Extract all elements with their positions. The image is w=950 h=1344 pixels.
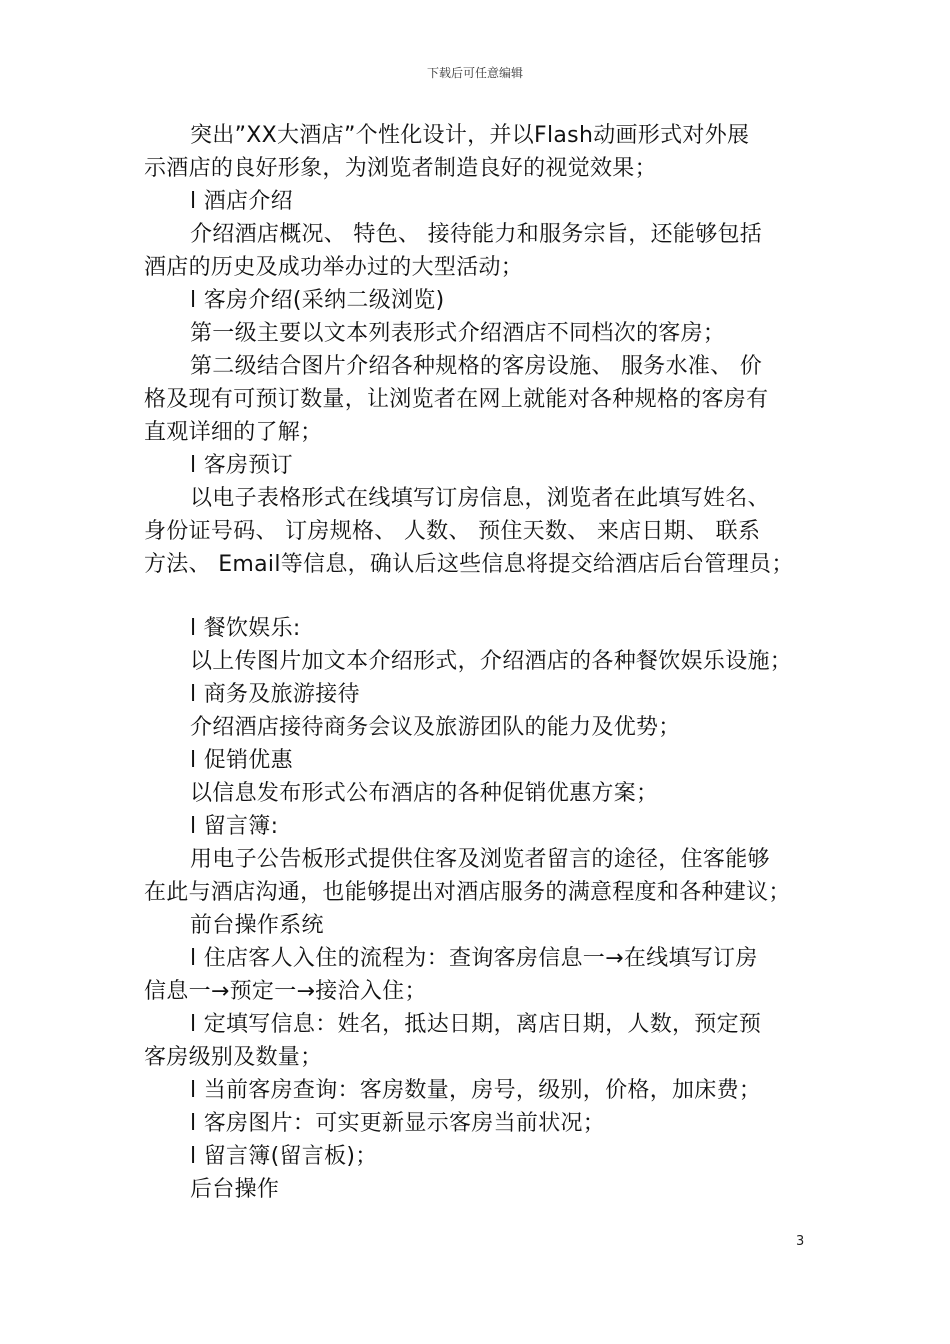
list-item: l 餐饮娱乐: (190, 616, 301, 641)
paragraph-line: 第一级主要以文本列表形式介绍酒店不同档次的客房； (190, 321, 726, 346)
paragraph-line: 身份证号码、 订房规格、 人数、 预住天数、 来店日期、 联系 (144, 519, 761, 544)
list-item: l 客房介绍(采纳二级浏览) (190, 288, 445, 313)
blank-line (144, 581, 806, 612)
section-heading: 前台操作系统 (190, 913, 324, 938)
paragraph-line: 用电子公告板形式提供住客及浏览者留言的途径，住客能够 (190, 847, 770, 872)
paragraph-line: 以上传图片加文本介绍形式，介绍酒店的各种餐饮娱乐设施； (190, 649, 793, 674)
paragraph-line: 第二级结合图片介绍各种规格的客房设施、 服务水准、 价 (190, 354, 763, 379)
document-body (144, 119, 806, 1206)
paragraph-line: 在此与酒店沟通，也能够提出对酒店服务的满意程度和各种建议； (144, 880, 791, 905)
paragraph-line: 格及现有可预订数量，让浏览者在网上就能对各种规格的客房有 (144, 387, 769, 412)
list-item: l 客房预订 (190, 453, 293, 478)
paragraph-line: 信息一→预定一→接洽入住； (144, 979, 427, 1004)
page-number: 3 (796, 1234, 805, 1249)
list-item: l 客房图片：可实更新显示客房当前状况； (190, 1111, 606, 1136)
paragraph-line: 客房级别及数量； (144, 1045, 323, 1070)
paragraph-line: 酒店的历史及成功举办过的大型活动； (144, 255, 524, 280)
list-item: l 酒店介绍 (190, 189, 293, 214)
paragraph-line: 介绍酒店概况、 特色、 接待能力和服务宗旨，还能够包括 (190, 222, 763, 247)
list-item: l 定填写信息：姓名，抵达日期，离店日期，人数，预定预 (190, 1012, 762, 1037)
page-header: 下载后可任意编辑 (426, 66, 523, 80)
paragraph-line: 以电子表格形式在线填写订房信息，浏览者在此填写姓名、 (190, 486, 770, 511)
paragraph-line: 介绍酒店接待商务会议及旅游团队的能力及优势； (190, 715, 681, 740)
list-item: l 促销优惠 (190, 748, 293, 773)
paragraph-line: 示酒店的良好形象，为浏览者制造良好的视觉效果； (144, 156, 657, 181)
paragraph-line: 以信息发布形式公布酒店的各种促销优惠方案； (190, 781, 659, 806)
paragraph-line: 直观详细的了解； (144, 420, 323, 445)
list-item: l 留言簿(留言板)； (190, 1144, 378, 1169)
list-item: l 商务及旅游接待 (190, 682, 360, 707)
section-heading: 后台操作 (190, 1177, 280, 1202)
paragraph-line: 方法、 Email等信息，确认后这些信息将提交给酒店后台管理员； (144, 552, 794, 577)
list-item: l 当前客房查询：客房数量，房号，级别，价格，加床费； (190, 1078, 762, 1103)
list-item: l 住店客人入住的流程为：查询客房信息一→在线填写订房 (190, 946, 758, 971)
paragraph-line: 突出”XX大酒店”个性化设计，并以Flash动画形式对外展 (190, 123, 750, 148)
list-item: l 留言簿: (190, 814, 279, 839)
